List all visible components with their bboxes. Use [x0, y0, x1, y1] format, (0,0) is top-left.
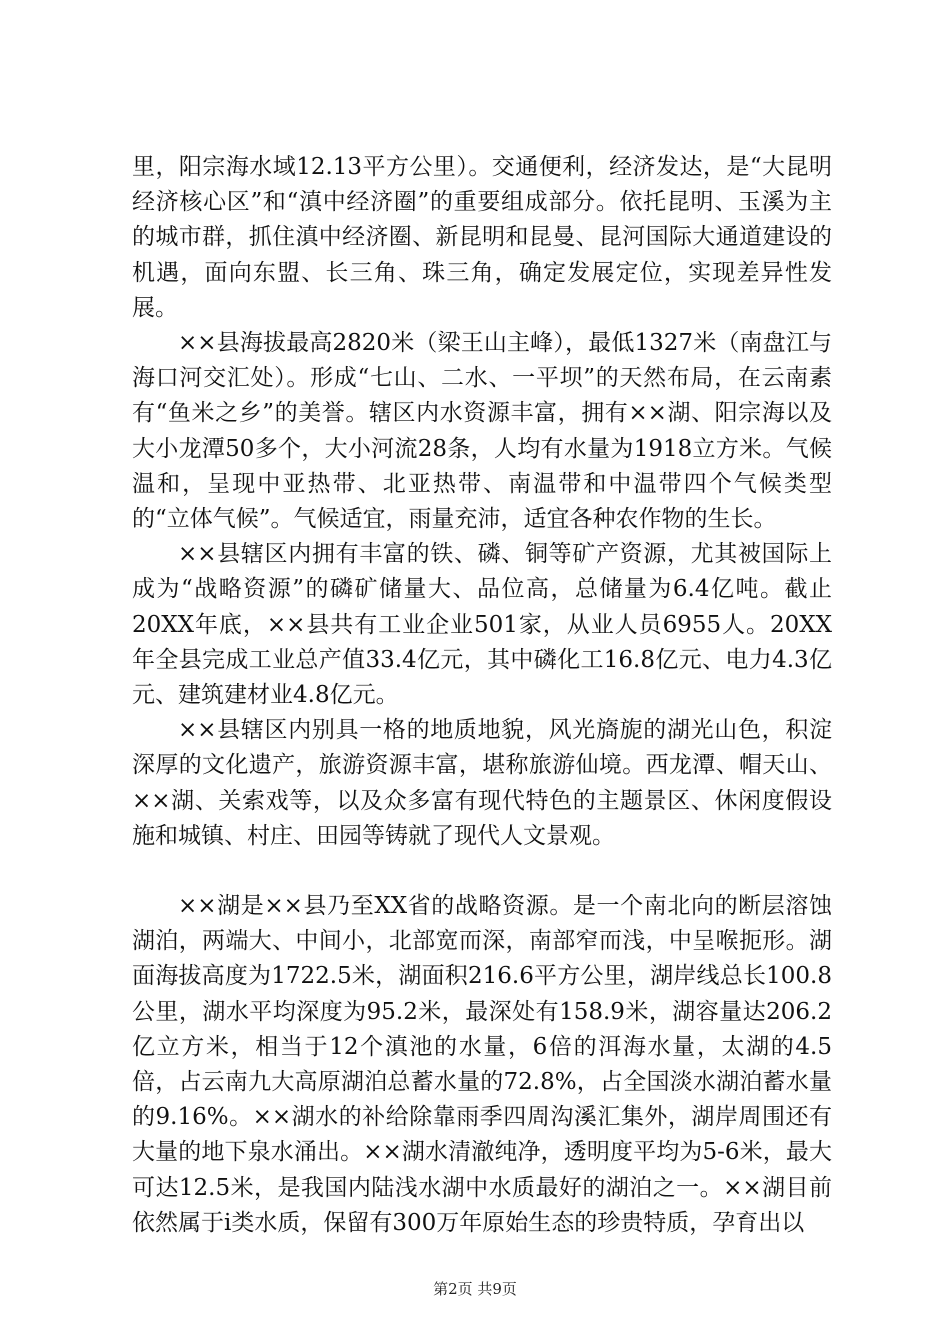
page-footer: 第2页 共9页 — [433, 1280, 517, 1298]
paragraph-geography: ××县海拔最高2820米（梁王山主峰），最低1327米（南盘江与海口河交汇处）。形成“七山、二水、一平坝”的天然布局，在云南素有“鱼米之乡”的美誉。辖区内水资源丰富，拥有××湖、阳宗海以及大小龙潭50多个，大小河流28条，人均有水量为1918立方米。气候温和，呈现中亚热带、北亚热带、南温带和中温带四个气候类型的“立体气候”。气候适宜，雨量充沛，适宜各种农作物的生长。 — [132, 330, 832, 533]
paragraph-transport: 里，阳宗海水域12.13平方公里）。交通便利，经济发达，是“大昆明经济核心区”和“滇中经济圈”的重要组成部分。依托昆明、玉溪为主的城市群，抓住滇中经济圈、新昆明和昆曼、昆河国际大通道建设的机遇，面向东盟、长三角、珠三角，确定发展定位，实现差异性发展。 — [132, 154, 832, 321]
paragraph-tourism: ××县辖区内别具一格的地质地貌，风光旖旎的湖光山色，积淀深厚的文化遗产，旅游资源丰富，堪称旅游仙境。西龙潭、帽天山、××湖、关索戏等，以及众多富有现代特色的主题景区、休闲度假设施和城镇、村庄、田园等铸就了现代人文景观。 — [132, 717, 832, 849]
paragraph-gap — [132, 854, 832, 889]
document-body — [132, 150, 832, 1241]
paragraph-lake: ××湖是××县乃至XX省的战略资源。是一个南北向的断层溶蚀湖泊，两端大、中间小，北部宽而深，南部窄而浅，中呈喉扼形。湖面海拔高度为1722.5米，湖面积216.6平方公里，湖岸线总长100.8公里，湖水平均深度为95.2米，最深处有158.9米，湖容量达206.2亿立方米，相当于12个滇池的水量，6倍的洱海水量，太湖的4.5倍，占云南九大高原湖泊总蓄水量的72.8%，占全国淡水湖泊蓄水量的9.16%。××湖水的补给除靠雨季四周沟溪汇集外，湖岸周围还有大量的地下泉水涌出。××湖水清澈纯净，透明度平均为5-6米，最大可达12.5米，是我国内陆浅水湖中水质最好的湖泊之一。××湖目前依然属于ⅰ类水质，保留有300万年原始生态的珍贵特质，孕育出以 — [132, 893, 832, 1236]
paragraph-minerals: ××县辖区内拥有丰富的铁、磷、铜等矿产资源，尤其被国际上成为“战略资源”的磷矿储量大、品位高，总储量为6.4亿吨。截止20XX年底，××县共有工业企业501家，从业人员6955人。20XX年全县完成工业总产值33.4亿元，其中磷化工16.8亿元、电力4.3亿元、建筑建材业4.8亿元。 — [132, 541, 832, 709]
